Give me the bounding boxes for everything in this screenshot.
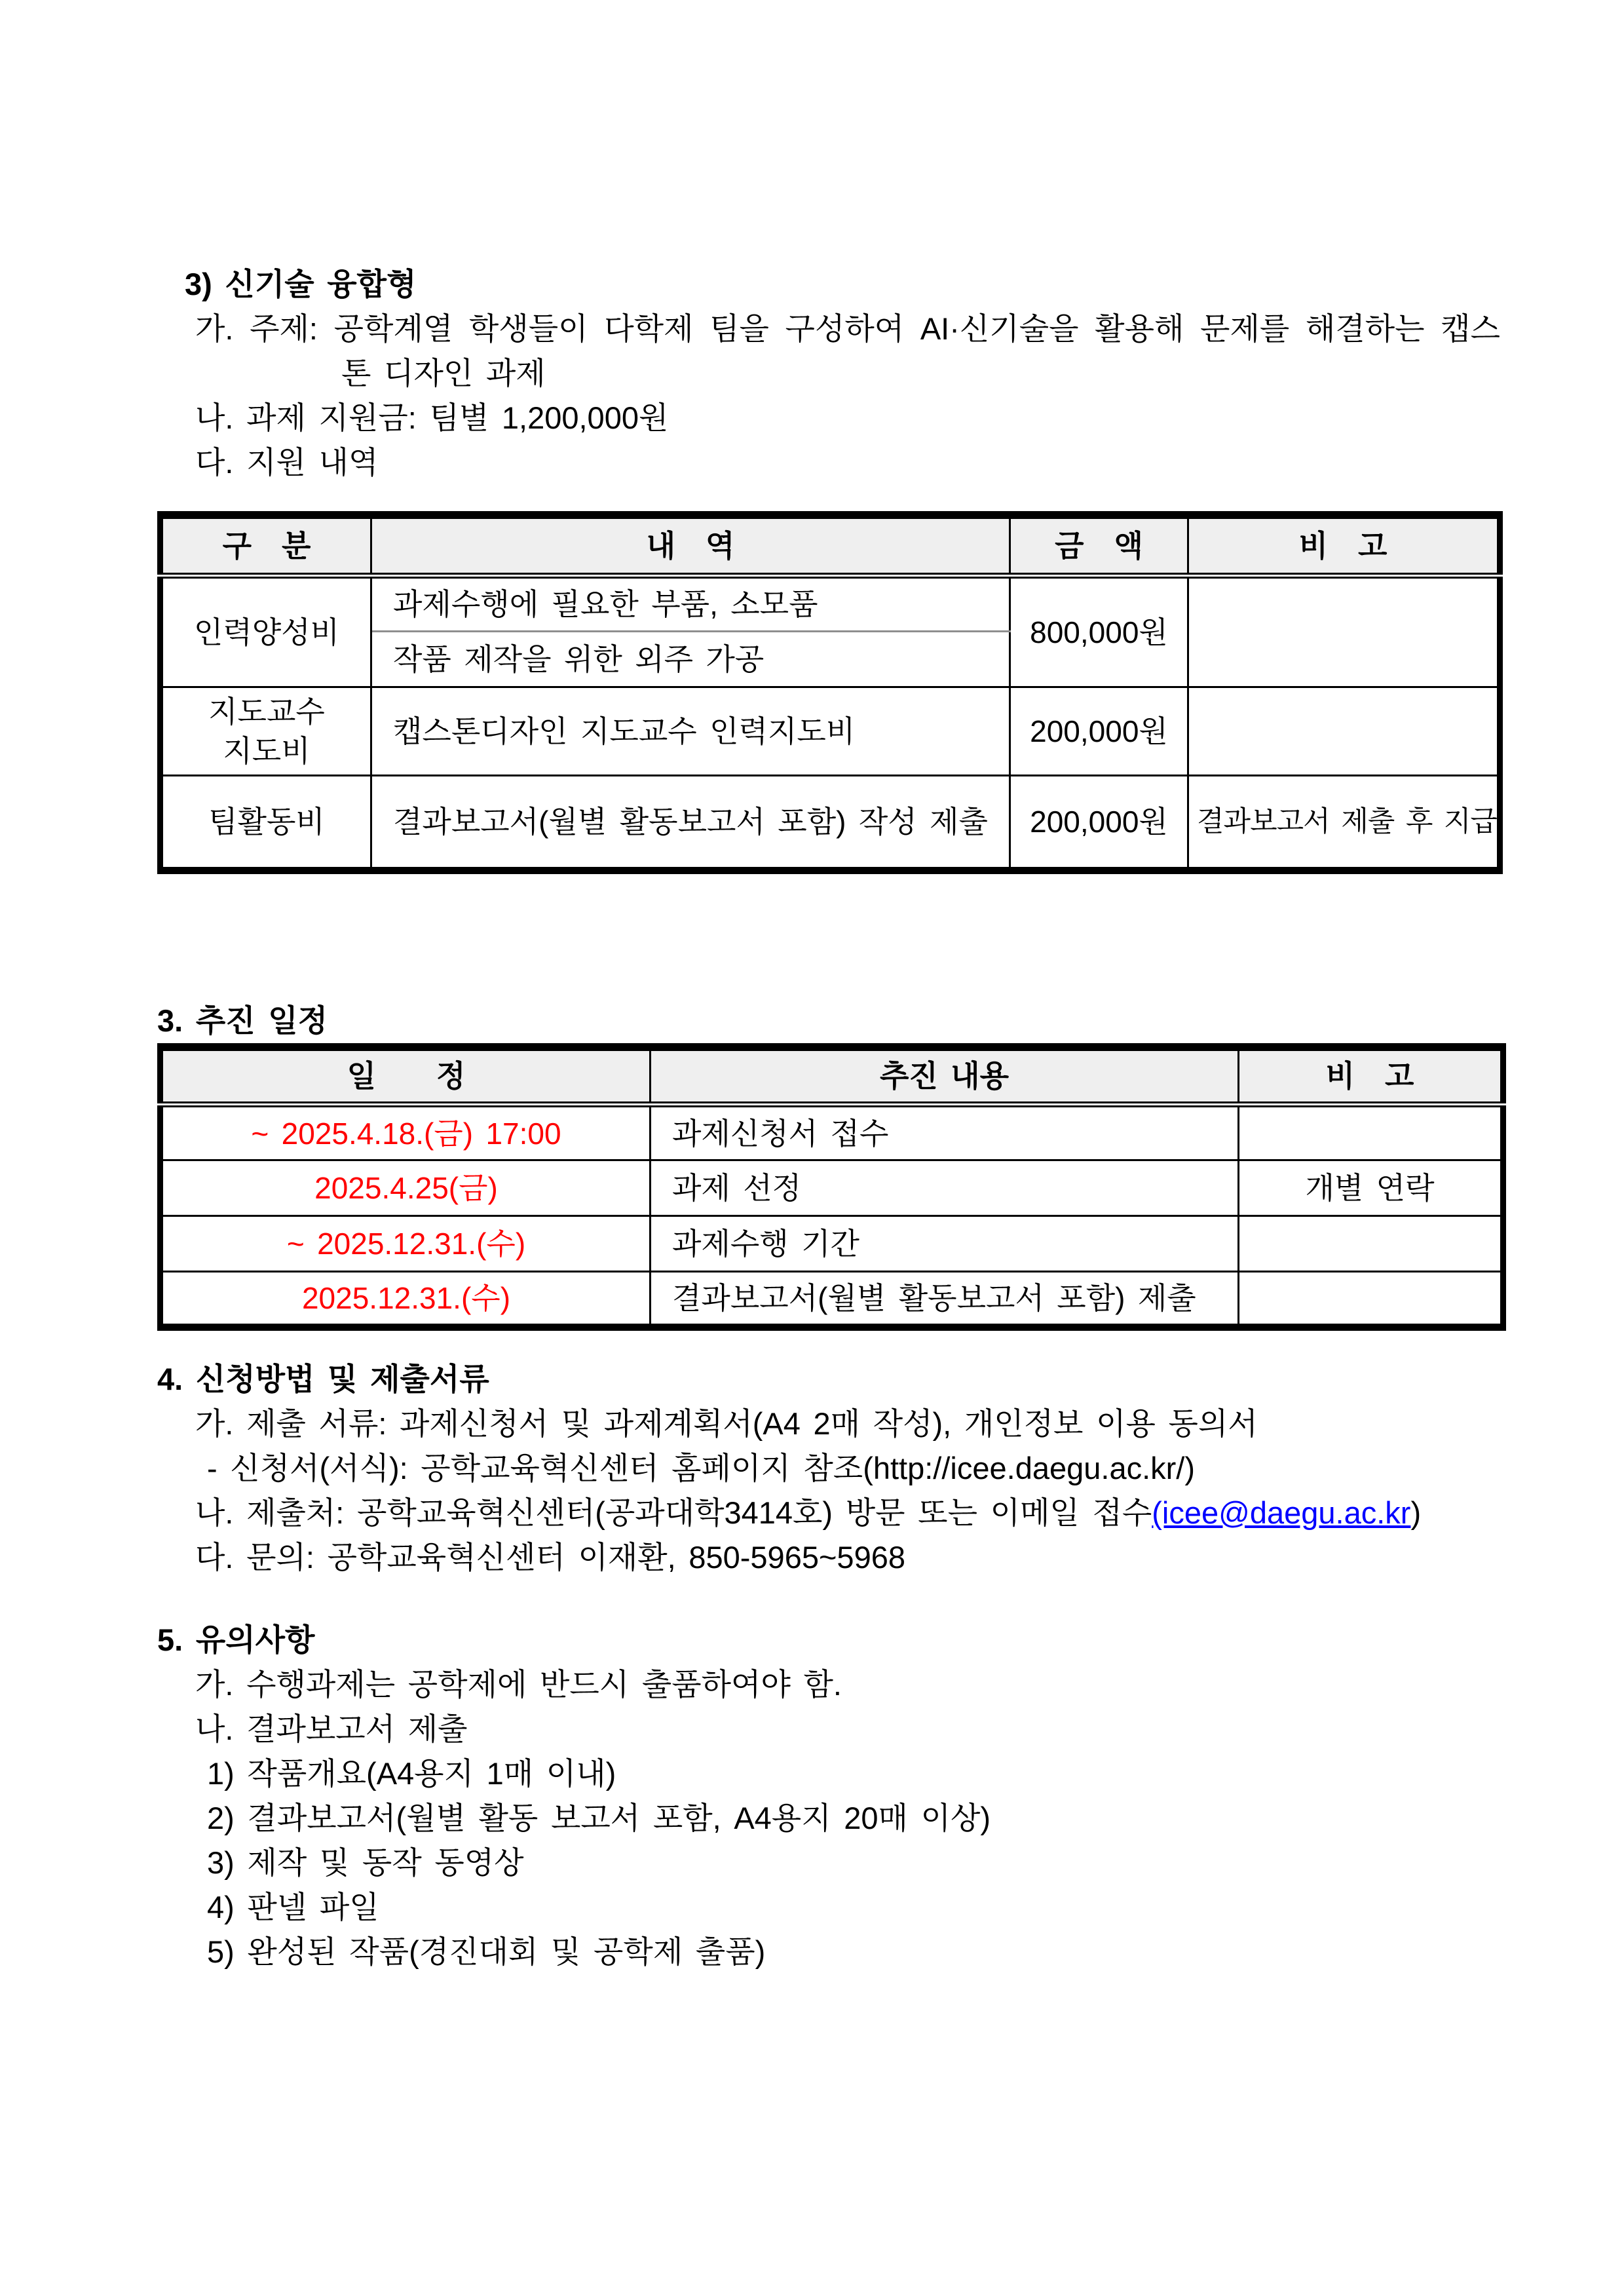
apply-submit-suffix: ) [1410, 1495, 1422, 1530]
schedule-content-cell: 과제수행 기간 [651, 1216, 1239, 1272]
notes-subitem-2: 2) 결과보고서(월별 활동 보고서 포함, A4용지 20매 이상) [207, 1801, 991, 1835]
apply-submit-prefix: 나. 제출처: 공학교육혁신센터(공과대학3414호) 방문 또는 이메일 접수 [195, 1495, 1152, 1530]
schedule-content-cell: 결과보고서(월별 활동보고서 포함) 제출 [651, 1272, 1239, 1328]
apply-contact-line: 다. 문의: 공학교육혁신센터 이재환, 850-5965~5968 [195, 1540, 905, 1575]
support-header-category: 구 분 [161, 515, 371, 575]
team-detail-cell: 결과보고서(월별 활동보고서 포함) 작성 제출 [371, 775, 1010, 870]
support-row-manpower-1 [161, 575, 1500, 631]
notes-item-na: 나. 결과보고서 제출 [195, 1712, 468, 1746]
notes-subitem-5: 5) 완성된 작품(경진대회 및 공학제 출품) [207, 1934, 766, 1969]
schedule-date-cell: ~ 2025.12.31.(수) [161, 1216, 651, 1272]
manpower-note-cell [1188, 575, 1500, 687]
apply-section-heading: 4. 신청방법 및 제출서류 [157, 1362, 489, 1396]
tech-detail-label-line: 다. 지원 내역 [195, 445, 379, 480]
manpower-detail-2-cell: 작품 제작을 위한 외주 가공 [371, 631, 1010, 687]
schedule-row-selection [161, 1160, 1503, 1216]
advisor-category-line-2: 지도비 [223, 733, 311, 768]
email-link[interactable]: (icee@daegu.ac.kr [1152, 1495, 1411, 1530]
manpower-detail-1-cell: 과제수행에 필요한 부품, 소모품 [371, 575, 1010, 631]
tech-section-heading: 3) 신기술 융합형 [185, 267, 417, 301]
schedule-date-cell: ~ 2025.4.18.(금) 17:00 [161, 1105, 651, 1160]
schedule-table [157, 1043, 1506, 1331]
tech-topic-line-2: 톤 디자인 과제 [341, 356, 546, 391]
apply-docs-line: 가. 제출 서류: 과제신청서 및 과제계획서(A4 2매 작성), 개인정보 이용 동의서 [195, 1406, 1258, 1441]
manpower-category-cell: 인력양성비 [161, 575, 371, 687]
tech-grant-line: 나. 과제 지원금: 팀별 1,200,000원 [195, 400, 669, 435]
manpower-amount-cell: 800,000원 [1010, 575, 1188, 687]
team-category-cell: 팀활동비 [161, 775, 371, 870]
support-detail-table [157, 511, 1503, 874]
spacer [157, 874, 1500, 999]
advisor-category-line-1: 지도교수 [208, 694, 325, 729]
spacer [157, 1580, 1500, 1618]
schedule-note-cell [1239, 1272, 1503, 1328]
schedule-content-cell: 과제신청서 접수 [651, 1105, 1239, 1160]
tech-topic-line-1: 가. 주제: 공학계열 학생들이 다학제 팀을 구성하여 AI·신기술을 활용해 문제를 해결하는 캡스 [195, 311, 1500, 346]
apply-form-line: - 신청서(서식): 공학교육혁신센터 홈페이지 참조(http://icee.daegu.ac.kr/) [207, 1451, 1196, 1485]
apply-submit-line [195, 1491, 1500, 1535]
notes-item-ga: 가. 수행과제는 공학제에 반드시 출품하여야 함. [195, 1667, 842, 1702]
advisor-detail-cell: 캡스톤디자인 지도교수 인력지도비 [371, 687, 1010, 775]
support-header-detail: 내 역 [371, 515, 1010, 575]
advisor-amount-cell: 200,000원 [1010, 687, 1188, 775]
schedule-date-cell: 2025.12.31.(수) [161, 1272, 651, 1328]
schedule-row-application [161, 1105, 1503, 1160]
schedule-note-cell: 개별 연락 [1239, 1160, 1503, 1216]
schedule-header-note: 비 고 [1239, 1047, 1503, 1105]
schedule-section-heading: 3. 추진 일정 [157, 1003, 328, 1038]
schedule-header-date: 일 정 [161, 1047, 651, 1105]
schedule-row-report [161, 1272, 1503, 1328]
schedule-table-header-row [161, 1047, 1503, 1105]
support-header-amount: 금 액 [1010, 515, 1188, 575]
schedule-note-cell [1239, 1105, 1503, 1160]
notes-section-heading: 5. 유의사항 [157, 1622, 315, 1657]
team-amount-cell: 200,000원 [1010, 775, 1188, 870]
spacer [157, 1331, 1500, 1357]
advisor-note-cell [1188, 687, 1500, 775]
advisor-category-cell [161, 687, 371, 775]
schedule-content-cell: 과제 선정 [651, 1160, 1239, 1216]
support-row-advisor [161, 687, 1500, 775]
notes-subitem-1: 1) 작품개요(A4용지 1매 이내) [207, 1756, 616, 1791]
support-table-header-row [161, 515, 1500, 575]
team-note-cell: 결과보고서 제출 후 지급 [1188, 775, 1500, 870]
document-content [157, 262, 1500, 1974]
support-header-note: 비 고 [1188, 515, 1500, 575]
schedule-header-content: 추진 내용 [651, 1047, 1239, 1105]
schedule-row-execution [161, 1216, 1503, 1272]
notes-subitem-4: 4) 판넬 파일 [207, 1890, 379, 1924]
support-row-team [161, 775, 1500, 870]
schedule-date-cell: 2025.4.25(금) [161, 1160, 651, 1216]
schedule-note-cell [1239, 1216, 1503, 1272]
notes-subitem-3: 3) 제작 및 동작 동영상 [207, 1845, 524, 1880]
